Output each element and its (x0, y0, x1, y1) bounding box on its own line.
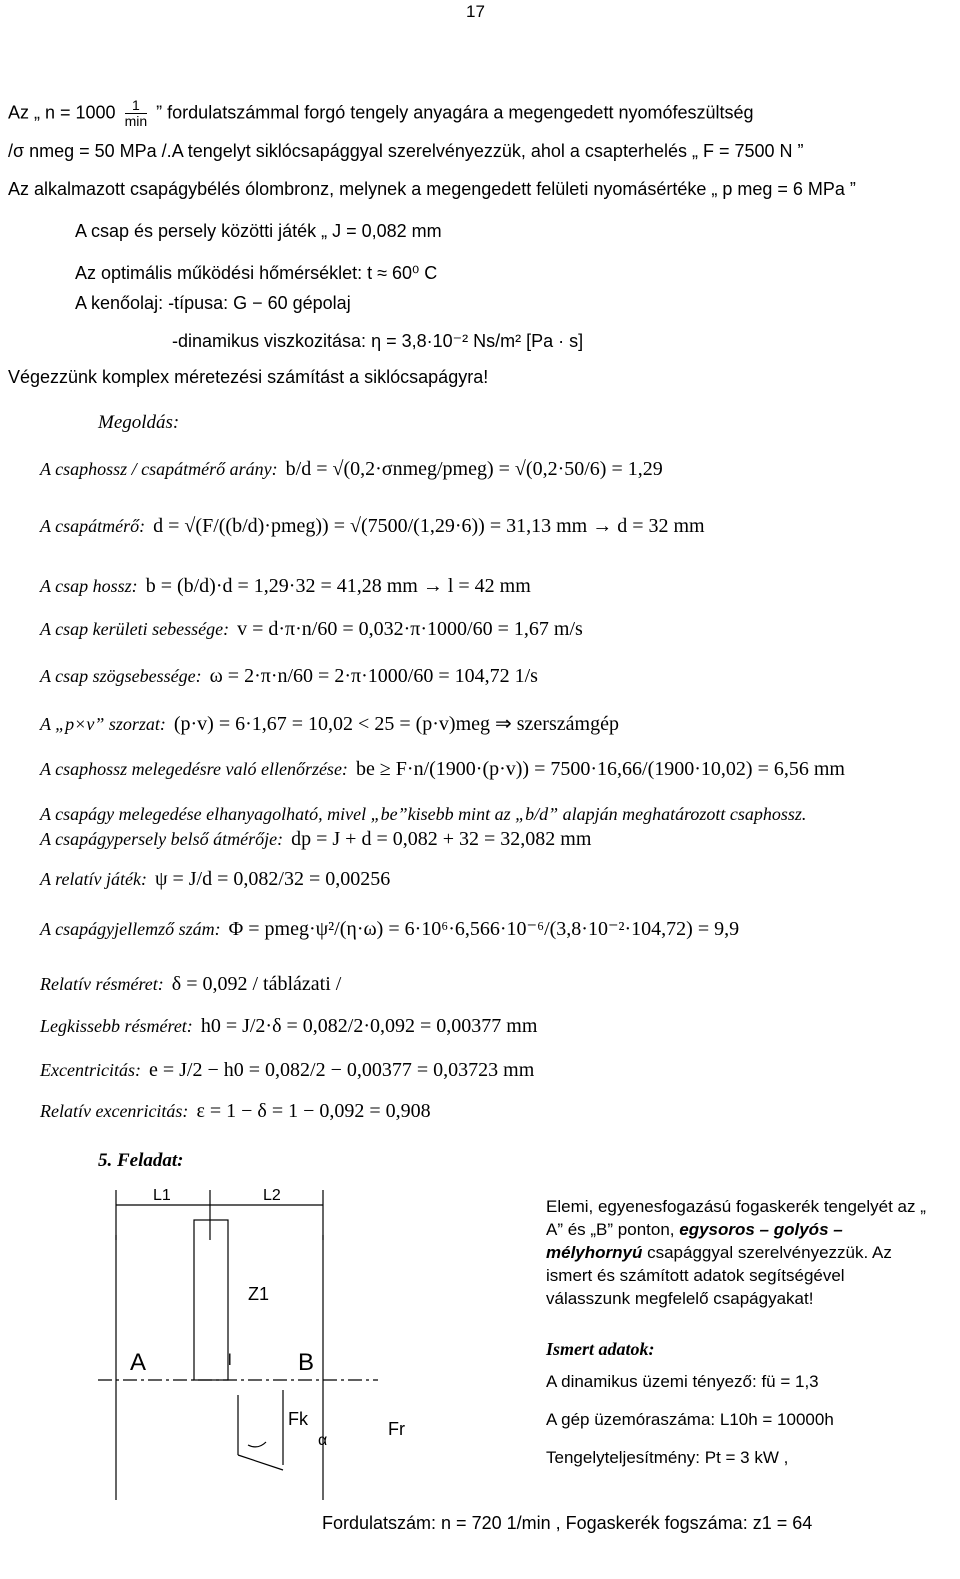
task5-description (546, 1195, 926, 1310)
task5-speed: Fordulatszám: n = 720 1/min , Fogaskerék fogszáma: z1 = 64 (322, 1513, 813, 1533)
solution-row-label: A csapágy melegedése elhanyagolható, mivel „b (40, 804, 390, 824)
problem-line-6: A kenőolaj: -típusa: G − 60 gépolaj (75, 293, 351, 313)
solution-row-expression: (p·v) = 6·1,67 = 10,02 < 25 = (p·v)meg ⇒ szerszámgép (173, 713, 619, 735)
solution-row-label: A csapágyjellemző szám: (40, 919, 221, 939)
problem-line-3: Az alkalmazott csapágybélés ólombronz, melynek a megengedett felületi nyomásértéke „ p meg = 6 MPa ” (8, 179, 856, 199)
frac-num: 1 (125, 98, 148, 114)
solution-row-expression: be ≥ F·n/(1900·(p·v)) = 7500·16,66/(1900·10,02) = 6,56 mm (355, 758, 845, 780)
known-heading: Ismert adatok: (546, 1339, 655, 1359)
solution-row (40, 455, 663, 481)
solution-row-expression: e”kisebb mint az „b/d” alapján meghatározott csaphossz. (389, 804, 807, 824)
task5-heading: 5. Feladat: (98, 1150, 184, 1171)
diagram-fr: Fr (388, 1419, 405, 1439)
task5-description-bold: egysoros – golyós – mélyhornyú (546, 1220, 843, 1262)
problem-line-1a: Az „ n = 1000 (8, 102, 116, 123)
problem-line-4: A csap és persely közötti játék „ J = 0,082 mm (75, 221, 442, 241)
solution-heading: Megoldás: (98, 412, 180, 433)
solution-row-label: Excentricitás: (40, 1060, 141, 1080)
known-3: Tengelyteljesítmény: Pt = 3 kW , (546, 1448, 789, 1467)
diagram-b: B (298, 1349, 315, 1376)
problem-line-1 (8, 98, 754, 129)
solution-row (40, 1012, 537, 1038)
solution-row-label: A csap kerületi sebessége: (40, 619, 230, 639)
solution-row-label: A csap hossz: (40, 576, 138, 596)
solution-row-label: A csapágypersely belső átmérője: (40, 829, 284, 849)
frac-den: min (124, 113, 148, 129)
solution-row-expression: b = (b/d)·d = 1,29·32 = 41,28 mm → l = 42 mm (145, 575, 531, 597)
solution-row-expression: ω = 2·π·n/60 = 2·π·1000/60 = 104,72 1/s (209, 665, 538, 687)
solution-row (40, 865, 390, 891)
solution-row (40, 662, 538, 688)
page-number: 17 (466, 2, 485, 21)
solution-row-expression: v = d·π·n/60 = 0,032·π·1000/60 = 1,67 m/s (237, 618, 583, 640)
solution-row-label: A csaphossz melegedésre való ellenőrzése: (40, 759, 348, 779)
solution-row-expression: ε = 1 − δ = 1 − 0,092 = 0,908 (196, 1100, 431, 1122)
task5-description-end: csapággyal szerelvényezzük. Az ismert és számított adatok segítségével válasszunk megfelelő csapágyakat! (546, 1243, 892, 1308)
solution-row-label: Legkissebb résméret: (40, 1016, 193, 1036)
diagram-l1: L1 (153, 1187, 171, 1204)
solution-row-expression: Φ = pmeg·ψ²/(η·ω) = 6·10⁶·6,566·10⁻⁶/(3,8·10⁻²·104,72) = 9,9 (228, 918, 740, 940)
diagram-l: l (228, 1352, 232, 1369)
solution-row (40, 1056, 534, 1082)
known-2: A gép üzemóraszáma: L10h = 10000h (546, 1410, 834, 1429)
solution-row (40, 970, 341, 996)
solution-row-label: A csaphossz / csapátmérő arány: (40, 459, 278, 479)
solution-row (40, 615, 583, 641)
solution-row-expression: b/d = √(0,2·σnmeg/pmeg) = √(0,2·50/6) = 1,29 (285, 458, 663, 480)
solution-row-expression: dp = J + d = 0,082 + 32 = 32,082 mm (291, 828, 592, 850)
solution-row-expression: d = √(F/((b/d)·pmeg)) = √(7500/(1,29·6)) = 31,13 mm → d = 32 mm (153, 515, 705, 537)
solution-row-label: A csap szögsebessége: (40, 666, 202, 686)
solution-row-expression: ψ = J/d = 0,082/32 = 0,00256 (154, 868, 391, 890)
task5-description-text: Elemi, egyenesfogazású fogaskerék tengelyét az „ A” és „B” ponton, (546, 1197, 926, 1239)
diagram-alpha: α (318, 1432, 328, 1449)
problem-line-8: Végezzünk komplex méretezési számítást a siklócsapágyra! (8, 367, 489, 387)
solution-row-label: A „p×v” szorzat: (40, 714, 166, 734)
solution-row-expression: h0 = J/2·δ = 0,082/2·0,092 = 0,00377 mm (200, 1015, 538, 1037)
solution-row-label: A relatív játék: (40, 869, 147, 889)
problem-line-7: -dinamikus viszkozitása: η = 3,8·10⁻² Ns/m² [Pa · s] (172, 331, 584, 351)
shaft-diagram (98, 1180, 405, 1520)
diagram-l2: L2 (263, 1187, 281, 1204)
solution-row-expression: δ = 0,092 / táblázati / (171, 973, 342, 995)
solution-row (40, 512, 705, 538)
problem-line-5: Az optimális működési hőmérséklet: t ≈ 60⁰ C (75, 263, 438, 283)
solution-row (40, 572, 531, 598)
problem-line-1-fraction (125, 98, 148, 129)
solution-row-label: Relatív excenricitás: (40, 1101, 189, 1121)
solution-row (40, 755, 845, 781)
problem-line-2: /σ nmeg = 50 MPa /.A tengelyt siklócsapággyal szerelvényezzük, ahol a csapterhelés „ F = 7500 N ” (8, 141, 804, 161)
solution-row (40, 915, 739, 941)
solution-row (40, 825, 591, 851)
diagram-fk: Fk (288, 1409, 308, 1429)
solution-row-label: A csapátmérő: (40, 516, 146, 536)
solution-row (40, 800, 806, 826)
problem-line-1b: ” fordulatszámmal forgó tengely anyagára a megengedett nyomófeszültség (156, 102, 754, 123)
solution-row (40, 1097, 431, 1123)
diagram-a: A (130, 1349, 147, 1376)
solution-row-label: Relatív résméret: (40, 974, 164, 994)
solution-row-expression: e = J/2 − h0 = 0,082/2 − 0,00377 = 0,03723 mm (148, 1059, 535, 1081)
diagram-z1: Z1 (248, 1284, 270, 1304)
known-1: A dinamikus üzemi tényező: fü = 1,3 (546, 1372, 819, 1391)
solution-row (40, 710, 619, 736)
